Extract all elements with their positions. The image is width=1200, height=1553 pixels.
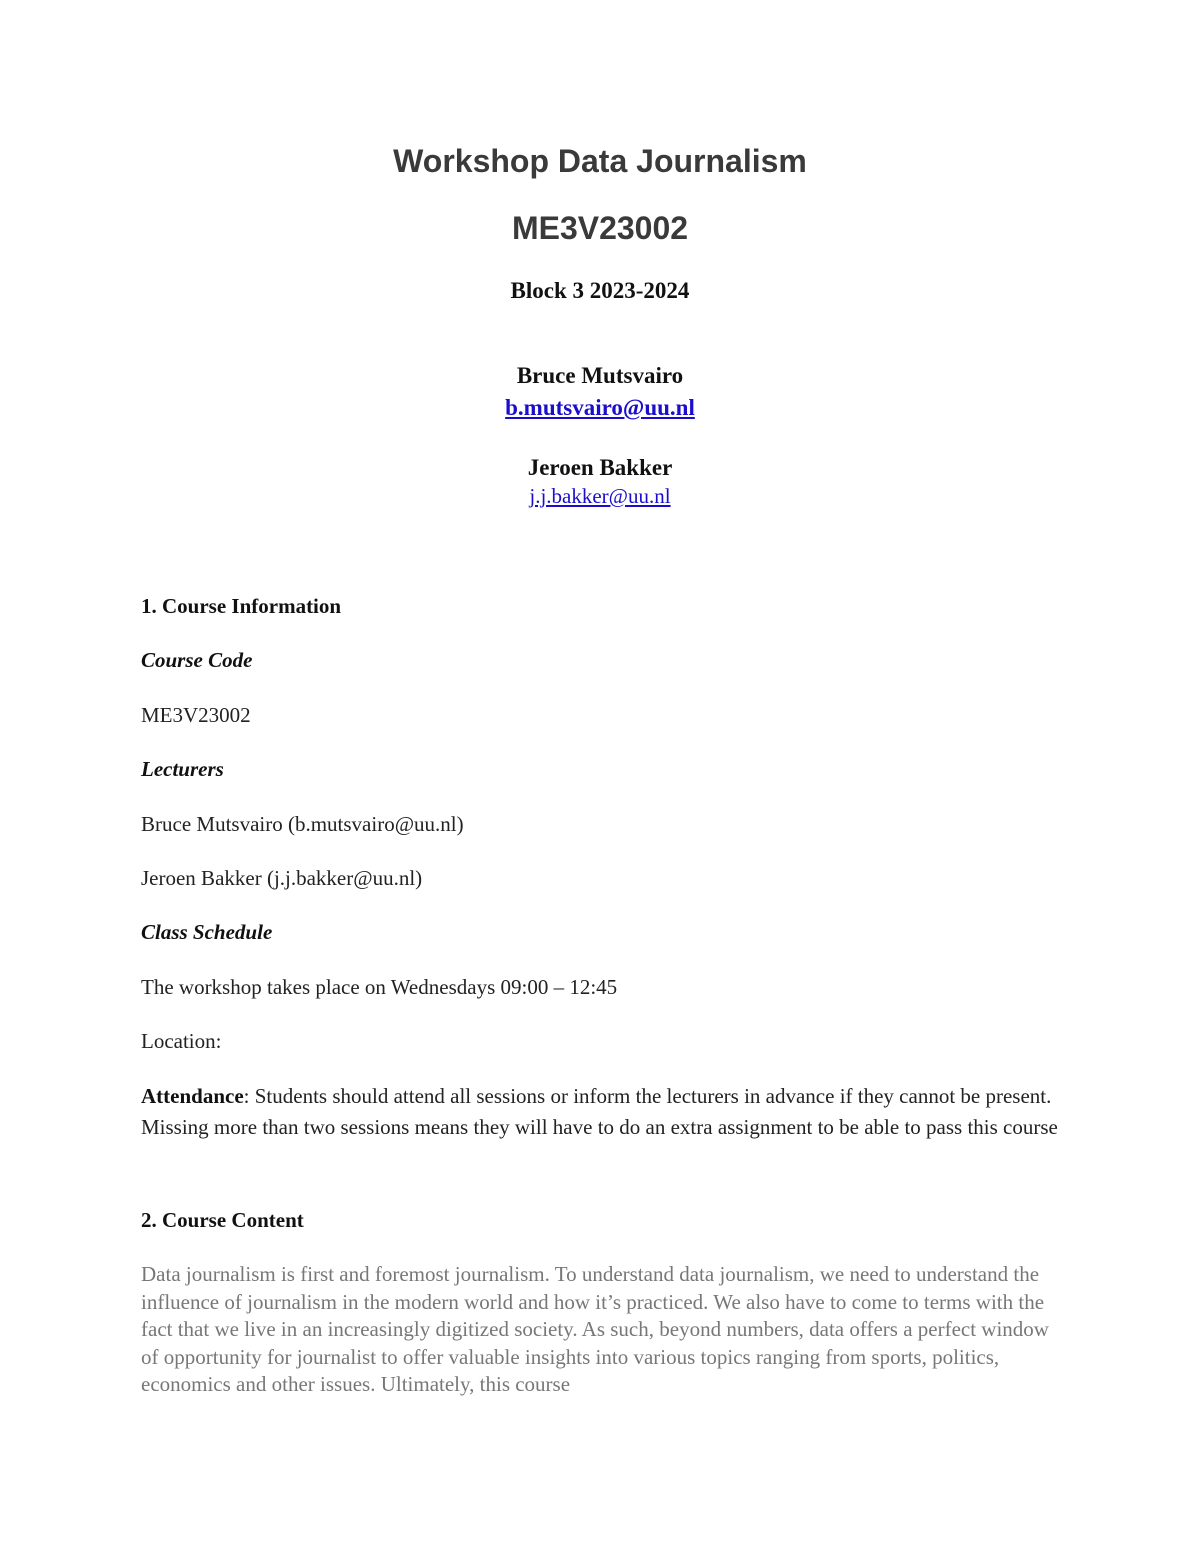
course-content-paragraph: Data journalism is first and foremost journalism. To understand data journalism, we need to understand the influence of journalism in the modern world and how it’s practiced. We also have to come to terms with the fact that we live in an increasingly digitized society. As such, beyond numbers, data offers a perfect window of opportunity for journalist to offer valuable insights into various topics ranging from sports, politics, economics and other issues. Ultimately, this course (141, 1262, 1049, 1396)
class-schedule-label: Class Schedule (141, 920, 273, 944)
lecturers-label: Lecturers (141, 757, 224, 781)
lecturer-2-name: Jeroen Bakker (527, 455, 673, 480)
course-code-title: ME3V23002 (511, 210, 689, 246)
attendance-text: : Students should attend all sessions or inform the lecturers in advance if they cannot be present. Missing more than two sessions means they will have to do an extra assignment to be able to pass this course (141, 1084, 1058, 1139)
attendance-paragraph (141, 1081, 1061, 1143)
lecturer-2-email-link[interactable]: j.j.bakker@uu.nl (529, 484, 671, 508)
location-text: Location: (141, 1029, 222, 1053)
attendance-label: Attendance (141, 1084, 244, 1108)
section-1-heading: 1. Course Information (141, 594, 342, 618)
lecturer-line-1: Bruce Mutsvairo (b.mutsvairo@uu.nl) (141, 812, 464, 836)
lecturer-line-2: Jeroen Bakker (j.j.bakker@uu.nl) (141, 866, 423, 890)
schedule-text: The workshop takes place on Wednesdays 09:00 – 12:45 (141, 975, 618, 999)
document-title: Workshop Data Journalism (393, 143, 807, 179)
block-period: Block 3 2023-2024 (510, 278, 690, 303)
course-code-label: Course Code (141, 648, 253, 672)
lecturer-1-email-link[interactable]: b.mutsvairo@uu.nl (505, 395, 695, 420)
section-2-heading: 2. Course Content (141, 1208, 304, 1232)
course-code-value: ME3V23002 (141, 703, 251, 727)
lecturer-1-name: Bruce Mutsvairo (516, 363, 684, 388)
